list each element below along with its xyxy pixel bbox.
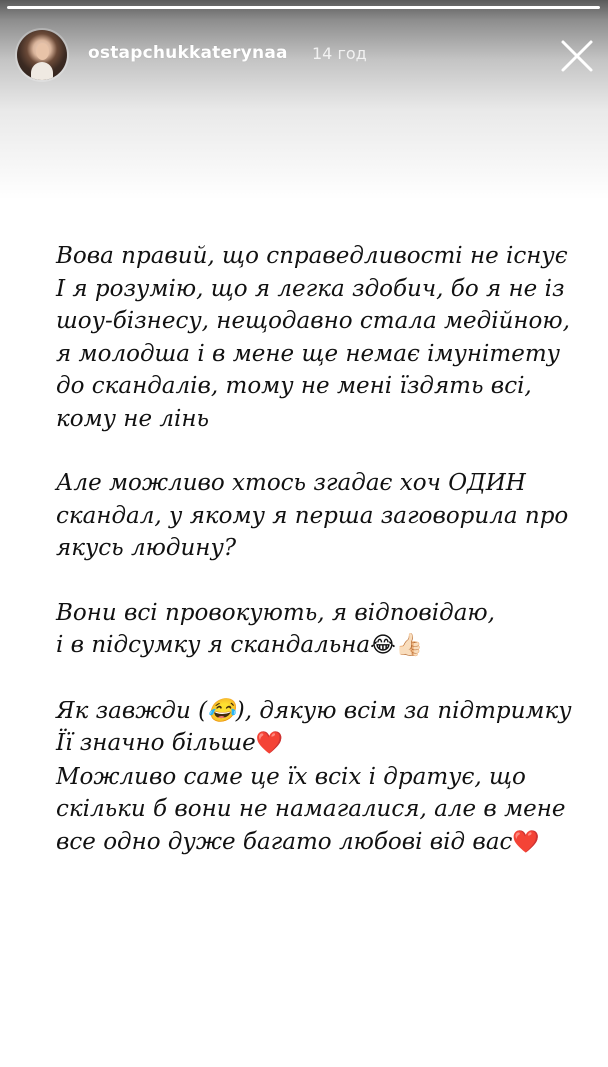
story-line-text: Як завжди (😂), дякую всім за підтримку — [56, 697, 572, 724]
story-line-text: і в підсумку я скандальна — [56, 632, 371, 658]
story-line — [56, 273, 576, 306]
profile-avatar[interactable] — [17, 30, 67, 80]
story-line — [56, 500, 576, 533]
close-icon[interactable] — [557, 36, 597, 76]
story-line — [56, 695, 576, 728]
story-line — [56, 597, 576, 630]
story-line-text: до скандалів, тому не мені їздять всі, — [56, 373, 532, 399]
story-line-text: скільки б вони не намагалися, але в мене — [56, 796, 566, 822]
story-line — [56, 727, 576, 761]
story-emoji: 😂👍🏻 — [370, 633, 424, 658]
story-paragraph — [56, 467, 576, 565]
story-paragraph — [56, 240, 576, 435]
story-line-text: Вони всі провокують, я відповідаю, — [56, 599, 495, 626]
story-line — [56, 240, 576, 273]
story-line — [56, 467, 576, 500]
story-line — [56, 370, 576, 403]
story-line-text: все одно дуже багато любові від вас — [56, 828, 513, 855]
story-line-text: І я розумію, що я легка здобич, бо я не із — [56, 275, 565, 302]
story-timestamp: 14 год — [312, 44, 367, 63]
story-progress-fill — [7, 6, 600, 9]
story-line — [56, 532, 576, 565]
avatar-shirt — [31, 62, 53, 80]
story-header — [0, 26, 608, 88]
story-progress-bar — [7, 6, 600, 9]
story-paragraph — [56, 597, 576, 663]
story-username[interactable]: ostapchukkaterynaa — [88, 43, 288, 63]
story-line — [56, 761, 576, 794]
story-line-text: кому не лінь — [56, 405, 210, 432]
story-emoji: ❤️ — [255, 731, 284, 756]
story-line — [56, 793, 576, 826]
story-paragraph — [56, 695, 576, 860]
story-line — [56, 305, 576, 338]
story-line-text: Її значно більше — [56, 730, 256, 756]
story-line-text: скандал, у якому я перша заговорила про — [56, 502, 569, 529]
avatar-face — [36, 43, 49, 60]
story-line-text: я молодша і в мене ще немає імунітету — [56, 340, 560, 367]
story-line — [56, 403, 576, 436]
story-line — [56, 629, 576, 663]
story-text-block — [56, 240, 576, 891]
story-line-text: якусь людину? — [56, 535, 237, 561]
story-emoji: ❤️ — [512, 829, 540, 855]
story-line-text: Але можливо хтось згадає хоч ОДИН — [56, 470, 526, 496]
story-line — [56, 338, 576, 371]
story-line-text: Вова правий, що справедливості не існує — [56, 243, 568, 269]
story-line — [56, 826, 576, 860]
story-line-text: шоу-бізнесу, нещодавно стала медійною, — [56, 308, 570, 334]
story-line-text: Можливо саме це їх всіх і дратує, що — [56, 763, 526, 790]
